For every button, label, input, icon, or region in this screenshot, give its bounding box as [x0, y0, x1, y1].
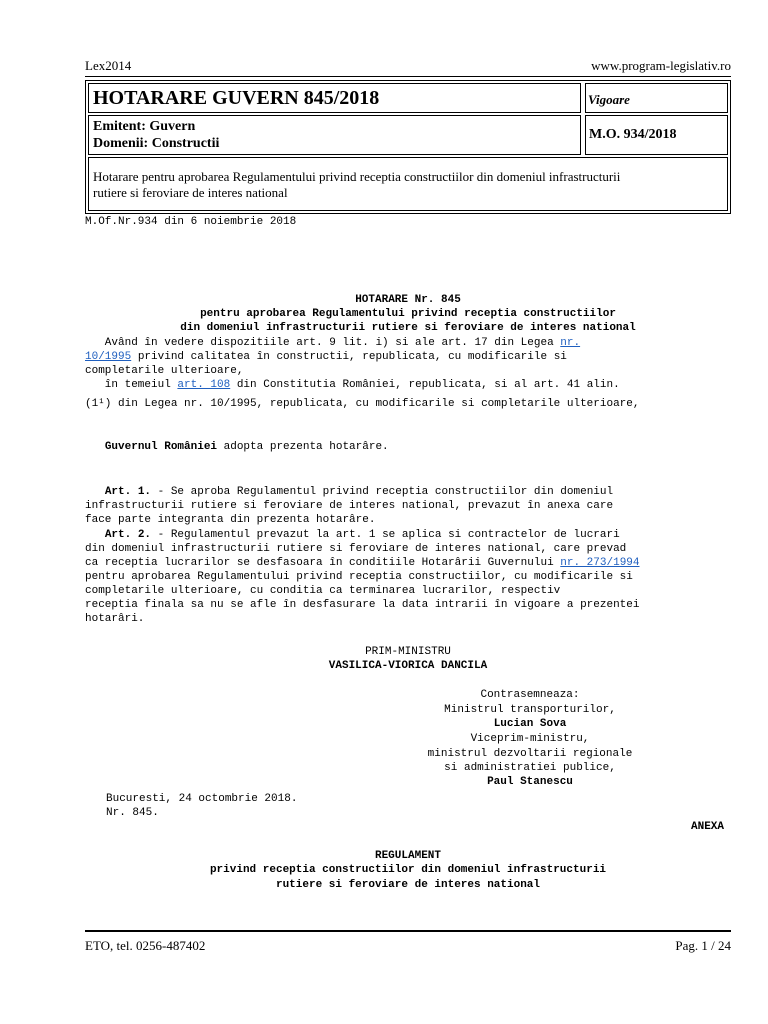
minister-name: Lucian Sova — [493, 718, 567, 730]
contrasemneaza: Contrasemneaza: — [480, 689, 580, 701]
adoption-statement — [85, 440, 389, 454]
footer-contact: ETO, tel. 0256-487402 — [85, 938, 206, 953]
article-text: - Se aproba Regulamentul privind receptia constructiilor din domeniul — [151, 486, 614, 498]
description-line: rutiere si feroviare de interes national — [93, 185, 288, 200]
preamble-line: (1¹) din Legea nr. 10/1995, republicata, cu modificarile si completarile ulterioare, — [85, 398, 640, 410]
regulation-title: REGULAMENT — [374, 850, 441, 862]
article-line — [85, 556, 640, 570]
emitent-text: Emitent: Guvern — [93, 119, 196, 134]
minister-title: Ministrul transporturilor, — [444, 704, 616, 716]
article-text: hotarâri. — [85, 613, 145, 625]
article-text: receptia finala sa nu se afle în desfasurare la data intrarii în vigoare a prezentei — [85, 599, 640, 611]
article-text: pentru aprobarea Regulamentului privind receptia constructiilor, cu modificarile si — [85, 571, 633, 583]
pm-name: VASILICA-VIORICA DANCILA — [328, 660, 488, 672]
page-header — [85, 58, 731, 76]
constitution-link[interactable]: art. 108 — [177, 379, 231, 391]
place-date: Bucuresti, 24 octombrie 2018. — [106, 793, 298, 805]
emitent-cell — [88, 115, 581, 155]
article-1 — [85, 485, 613, 499]
annex-label: ANEXA — [691, 821, 725, 833]
article-text: infrastructurii rutiere si feroviare de interes national, prevazut în anexa care — [85, 500, 614, 512]
minister-title: Viceprim-ministru, — [470, 733, 590, 745]
mof-line: M.Of.Nr.934 din 6 noiembrie 2018 — [85, 216, 297, 228]
law-link[interactable]: 10/1995 — [85, 351, 132, 363]
minister-title: ministrul dezvoltarii regionale — [427, 748, 633, 760]
article-text: din domeniul infrastructurii rutiere si feroviare de interes national, care prevad — [85, 543, 627, 555]
adoption-text: adopta prezenta hotarâre. — [217, 441, 389, 453]
footer-divider — [85, 930, 731, 932]
pm-title: PRIM-MINISTRU — [365, 646, 451, 658]
heading-subtitle: din domeniul infrastructurii rutiere si feroviare de interes national — [180, 322, 636, 334]
regulation-subtitle: rutiere si feroviare de interes national — [275, 879, 541, 891]
preamble-text: în temeiul — [85, 379, 178, 391]
description-line: Hotarare pentru aprobarea Regulamentului privind receptia constructiilor din domeniul infrastructurii — [93, 169, 621, 184]
article-text: - Regulamentul prevazut la art. 1 se aplica si contractelor de lucrari — [151, 529, 620, 541]
article-text: face parte integranta din prezenta hotarâre. — [85, 514, 376, 526]
header-left: Lex2014 — [85, 58, 132, 73]
heading-title: HOTARARE Nr. 845 — [355, 294, 461, 306]
preamble-text: Având în vedere dispozitiile art. 9 lit. i) si ale art. 17 din Legea — [85, 337, 561, 349]
article-2 — [85, 528, 620, 542]
regulation-subtitle: privind receptia constructiilor din domeniul infrastructurii — [209, 864, 607, 876]
article-label: Art. 1. — [104, 486, 152, 498]
government-name: Guvernul României — [104, 441, 218, 453]
page-number: Pag. 1 / 24 — [675, 938, 731, 953]
preamble-line: completarile ulterioare, — [85, 365, 244, 377]
preamble-text: privind calitatea în constructii, republicata, cu modificarile si — [131, 351, 567, 363]
minister-name: Paul Stanescu — [487, 776, 573, 788]
article-label: Art. 2. — [104, 529, 152, 541]
document-title: HOTARARE GUVERN 845/2018 — [88, 83, 581, 113]
preamble-text: din Constitutia României, republicata, si al art. 41 alin. — [230, 379, 620, 391]
mo-cell: M.O. 934/2018 — [585, 115, 728, 155]
hg-link[interactable]: nr. 273/1994 — [560, 557, 640, 569]
header-right: www.program-legislativ.ro — [591, 58, 731, 73]
description-cell — [88, 157, 728, 211]
law-link[interactable]: nr. — [560, 337, 581, 349]
preamble-line — [85, 378, 620, 392]
article-text: completarile ulterioare, cu conditia ca terminarea lucrarilor, respectiv — [85, 585, 561, 597]
domenii-text: Domenii: Constructii — [93, 136, 220, 151]
info-box — [85, 80, 731, 214]
preamble-line — [85, 350, 567, 364]
article-text: ca receptia lucrarilor se desfasoara în conditiile Hotarârii Guvernului — [85, 557, 561, 569]
act-number: Nr. 845. — [106, 807, 159, 819]
preamble-line — [85, 336, 580, 350]
heading-subtitle: pentru aprobarea Regulamentului privind receptia constructiilor — [200, 308, 616, 320]
header-divider — [85, 76, 731, 77]
minister-title: si administratiei publice, — [444, 762, 616, 774]
status-badge: Vigoare — [585, 83, 728, 113]
